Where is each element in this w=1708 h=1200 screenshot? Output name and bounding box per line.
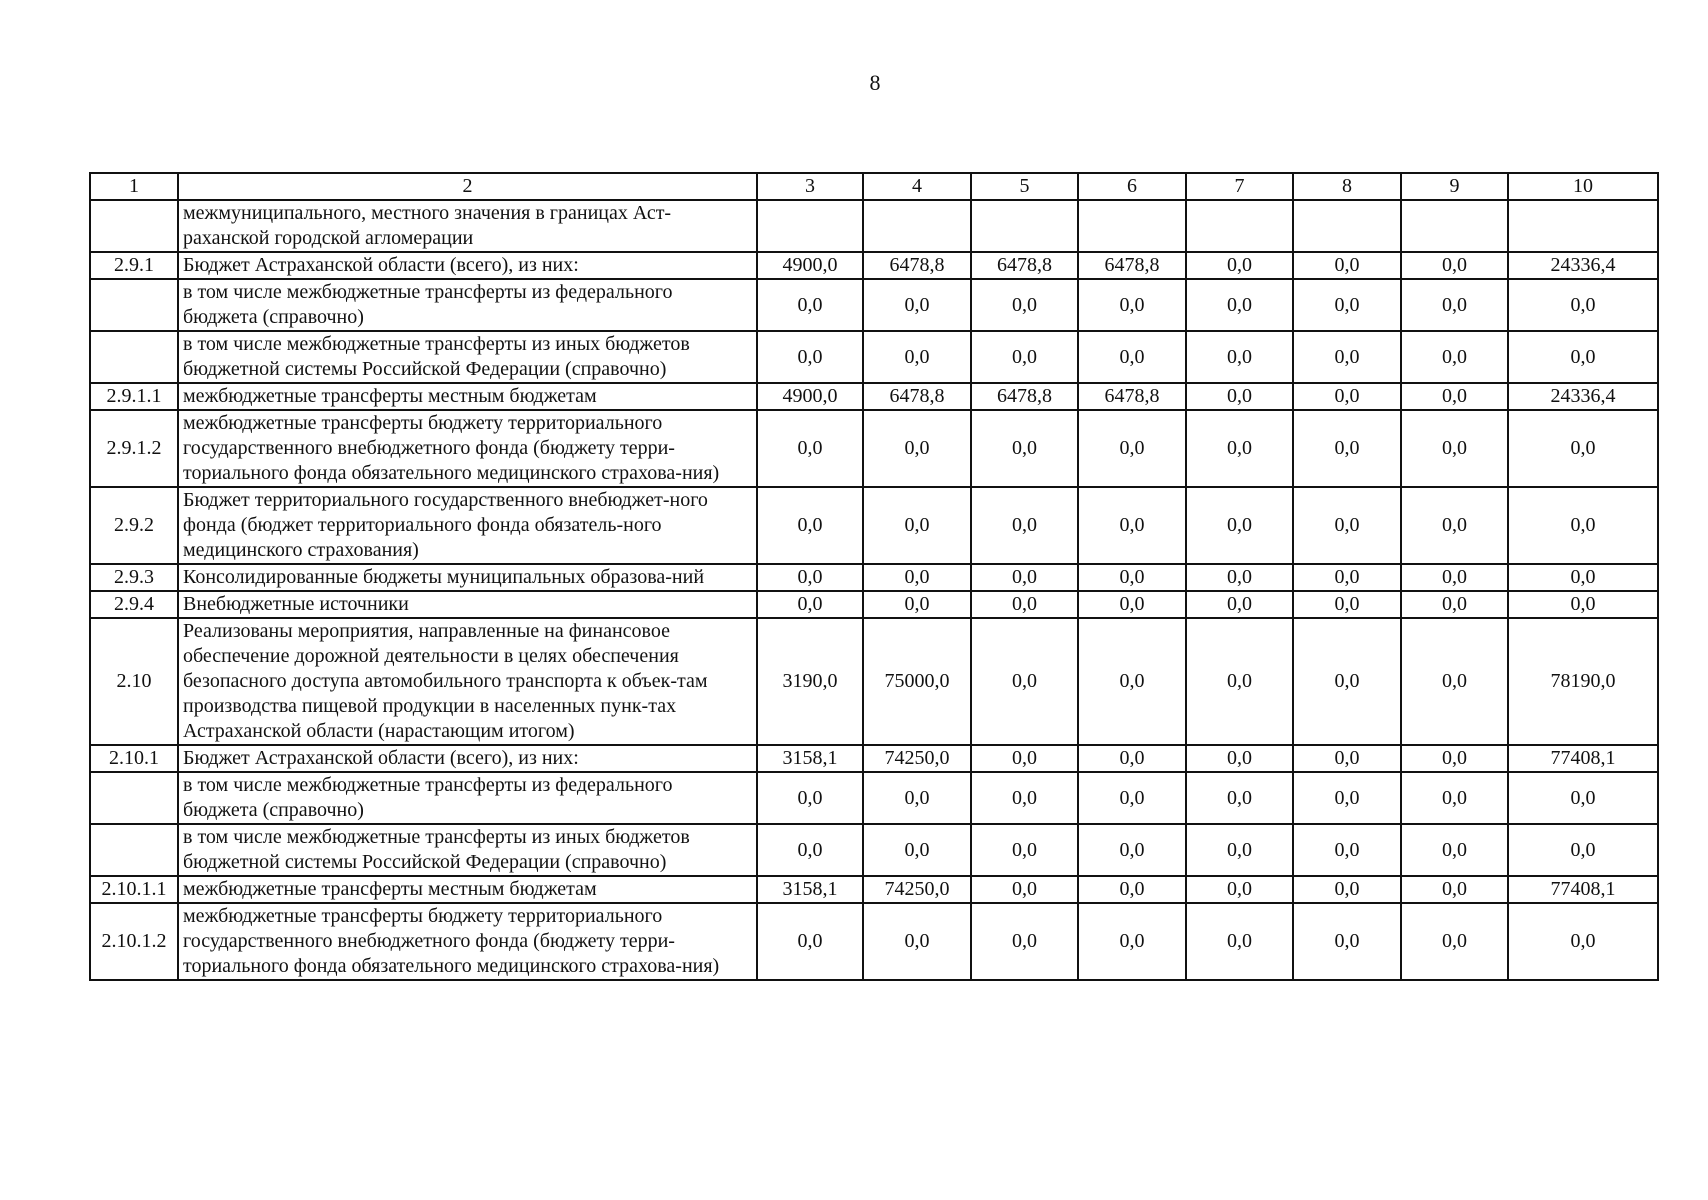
value-cell: 77408,1 xyxy=(1508,876,1658,903)
value-cell xyxy=(1078,200,1186,252)
header-cell: 7 xyxy=(1186,173,1293,200)
row-number: 2.9.1 xyxy=(90,252,178,279)
value-cell: 6478,8 xyxy=(1078,383,1186,410)
value-cell: 0,0 xyxy=(1293,279,1401,331)
value-cell: 0,0 xyxy=(1186,487,1293,564)
row-description: Внебюджетные источники xyxy=(178,591,757,618)
value-cell: 0,0 xyxy=(1508,564,1658,591)
value-cell: 0,0 xyxy=(971,618,1078,745)
value-cell: 0,0 xyxy=(1508,279,1658,331)
value-cell xyxy=(1293,200,1401,252)
value-cell: 0,0 xyxy=(1293,903,1401,980)
row-number: 2.10 xyxy=(90,618,178,745)
row-description: межбюджетные трансферты бюджету территориального государственного внебюджетного фонда (бюджету терри-ториального фонда обязательного медицинского страхова-ния) xyxy=(178,903,757,980)
value-cell: 0,0 xyxy=(757,331,863,383)
row-description: межбюджетные трансферты бюджету территориального государственного внебюджетного фонда (бюджету терри-ториального фонда обязательного медицинского страхова-ния) xyxy=(178,410,757,487)
value-cell: 0,0 xyxy=(757,564,863,591)
value-cell xyxy=(1186,200,1293,252)
header-cell: 10 xyxy=(1508,173,1658,200)
value-cell: 0,0 xyxy=(863,487,971,564)
value-cell xyxy=(863,200,971,252)
value-cell: 0,0 xyxy=(1186,383,1293,410)
row-number: 2.9.2 xyxy=(90,487,178,564)
row-description: Бюджет Астраханской области (всего), из них: xyxy=(178,252,757,279)
header-cell: 3 xyxy=(757,173,863,200)
value-cell: 0,0 xyxy=(1078,331,1186,383)
value-cell: 0,0 xyxy=(757,410,863,487)
row-number xyxy=(90,824,178,876)
row-number: 2.9.4 xyxy=(90,591,178,618)
row-description: в том числе межбюджетные трансферты из федерального бюджета (справочно) xyxy=(178,279,757,331)
value-cell: 0,0 xyxy=(971,903,1078,980)
value-cell: 0,0 xyxy=(1401,331,1508,383)
value-cell: 0,0 xyxy=(1186,745,1293,772)
value-cell: 0,0 xyxy=(971,591,1078,618)
row-description: Бюджет Астраханской области (всего), из них: xyxy=(178,745,757,772)
budget-table xyxy=(89,172,1659,981)
value-cell: 0,0 xyxy=(971,331,1078,383)
value-cell: 0,0 xyxy=(1078,772,1186,824)
row-description: межбюджетные трансферты местным бюджетам xyxy=(178,876,757,903)
row-description: Бюджет территориального государственного внебюджет-ного фонда (бюджет территориального фонда обязатель-ного медицинского страхования) xyxy=(178,487,757,564)
value-cell: 0,0 xyxy=(863,410,971,487)
row-number: 2.10.1.1 xyxy=(90,876,178,903)
value-cell: 0,0 xyxy=(1186,772,1293,824)
value-cell: 74250,0 xyxy=(863,876,971,903)
value-cell: 74250,0 xyxy=(863,745,971,772)
value-cell: 0,0 xyxy=(1508,591,1658,618)
value-cell: 0,0 xyxy=(1293,331,1401,383)
value-cell: 0,0 xyxy=(1293,591,1401,618)
value-cell: 0,0 xyxy=(1293,487,1401,564)
value-cell: 0,0 xyxy=(971,772,1078,824)
value-cell: 24336,4 xyxy=(1508,383,1658,410)
value-cell: 0,0 xyxy=(1293,564,1401,591)
header-cell: 2 xyxy=(178,173,757,200)
value-cell: 0,0 xyxy=(757,903,863,980)
header-cell: 8 xyxy=(1293,173,1401,200)
value-cell: 0,0 xyxy=(1401,410,1508,487)
value-cell: 0,0 xyxy=(971,410,1078,487)
table-row xyxy=(90,487,1658,564)
header-cell: 4 xyxy=(863,173,971,200)
row-number xyxy=(90,200,178,252)
row-number: 2.9.1.2 xyxy=(90,410,178,487)
header-cell: 5 xyxy=(971,173,1078,200)
value-cell: 0,0 xyxy=(971,745,1078,772)
value-cell: 0,0 xyxy=(1508,824,1658,876)
value-cell: 0,0 xyxy=(757,824,863,876)
row-number: 2.10.1.2 xyxy=(90,903,178,980)
value-cell: 0,0 xyxy=(1078,876,1186,903)
table-row xyxy=(90,772,1658,824)
value-cell: 6478,8 xyxy=(1078,252,1186,279)
value-cell: 0,0 xyxy=(1078,618,1186,745)
value-cell: 0,0 xyxy=(1186,564,1293,591)
table-row xyxy=(90,383,1658,410)
value-cell: 4900,0 xyxy=(757,383,863,410)
value-cell: 0,0 xyxy=(1401,618,1508,745)
value-cell: 78190,0 xyxy=(1508,618,1658,745)
value-cell: 0,0 xyxy=(1401,279,1508,331)
value-cell: 24336,4 xyxy=(1508,252,1658,279)
value-cell: 6478,8 xyxy=(863,252,971,279)
value-cell: 0,0 xyxy=(1401,903,1508,980)
value-cell: 77408,1 xyxy=(1508,745,1658,772)
value-cell: 0,0 xyxy=(1078,487,1186,564)
table-row xyxy=(90,591,1658,618)
row-number xyxy=(90,331,178,383)
value-cell: 0,0 xyxy=(1508,903,1658,980)
value-cell: 75000,0 xyxy=(863,618,971,745)
value-cell: 0,0 xyxy=(1078,745,1186,772)
value-cell: 0,0 xyxy=(1186,876,1293,903)
value-cell: 0,0 xyxy=(1078,591,1186,618)
value-cell: 0,0 xyxy=(1401,824,1508,876)
value-cell: 6478,8 xyxy=(863,383,971,410)
table-body xyxy=(90,173,1658,980)
value-cell: 0,0 xyxy=(1078,410,1186,487)
header-row xyxy=(90,173,1658,200)
table-row xyxy=(90,564,1658,591)
value-cell: 0,0 xyxy=(863,772,971,824)
header-cell: 6 xyxy=(1078,173,1186,200)
value-cell: 0,0 xyxy=(863,331,971,383)
value-cell: 0,0 xyxy=(757,279,863,331)
value-cell xyxy=(971,200,1078,252)
value-cell: 0,0 xyxy=(1401,564,1508,591)
value-cell: 0,0 xyxy=(1293,824,1401,876)
row-number: 2.9.1.1 xyxy=(90,383,178,410)
value-cell: 0,0 xyxy=(971,279,1078,331)
value-cell: 0,0 xyxy=(1186,279,1293,331)
value-cell xyxy=(1508,200,1658,252)
value-cell: 0,0 xyxy=(971,876,1078,903)
value-cell: 0,0 xyxy=(863,564,971,591)
value-cell: 0,0 xyxy=(1401,383,1508,410)
row-description: Консолидированные бюджеты муниципальных образова-ний xyxy=(178,564,757,591)
value-cell: 0,0 xyxy=(1401,876,1508,903)
value-cell: 3190,0 xyxy=(757,618,863,745)
row-number xyxy=(90,772,178,824)
table-row xyxy=(90,410,1658,487)
row-description: в том числе межбюджетные трансферты из иных бюджетов бюджетной системы Российской Федерации (справочно) xyxy=(178,824,757,876)
value-cell: 0,0 xyxy=(1508,487,1658,564)
value-cell: 0,0 xyxy=(1293,383,1401,410)
table-row xyxy=(90,745,1658,772)
row-description: межмуниципального, местного значения в границах Аст-раханской городской агломерации xyxy=(178,200,757,252)
value-cell: 0,0 xyxy=(757,487,863,564)
value-cell: 0,0 xyxy=(1293,745,1401,772)
value-cell: 0,0 xyxy=(863,824,971,876)
value-cell: 0,0 xyxy=(1401,745,1508,772)
value-cell: 0,0 xyxy=(1078,824,1186,876)
value-cell: 6478,8 xyxy=(971,383,1078,410)
value-cell: 0,0 xyxy=(1401,252,1508,279)
value-cell: 0,0 xyxy=(1401,772,1508,824)
table-row xyxy=(90,876,1658,903)
value-cell: 0,0 xyxy=(1293,876,1401,903)
value-cell: 0,0 xyxy=(1508,772,1658,824)
value-cell xyxy=(1401,200,1508,252)
value-cell: 0,0 xyxy=(1401,487,1508,564)
value-cell: 0,0 xyxy=(1186,331,1293,383)
value-cell: 0,0 xyxy=(1293,252,1401,279)
value-cell: 3158,1 xyxy=(757,745,863,772)
row-number xyxy=(90,279,178,331)
value-cell: 0,0 xyxy=(1508,331,1658,383)
value-cell: 3158,1 xyxy=(757,876,863,903)
row-description: в том числе межбюджетные трансферты из федерального бюджета (справочно) xyxy=(178,772,757,824)
value-cell xyxy=(757,200,863,252)
value-cell: 0,0 xyxy=(971,824,1078,876)
value-cell: 0,0 xyxy=(1186,618,1293,745)
value-cell: 0,0 xyxy=(1293,618,1401,745)
value-cell: 4900,0 xyxy=(757,252,863,279)
table-row xyxy=(90,331,1658,383)
table-row xyxy=(90,824,1658,876)
value-cell: 0,0 xyxy=(1078,279,1186,331)
value-cell: 0,0 xyxy=(1401,591,1508,618)
value-cell: 6478,8 xyxy=(971,252,1078,279)
value-cell: 0,0 xyxy=(863,591,971,618)
value-cell: 0,0 xyxy=(1186,824,1293,876)
value-cell: 0,0 xyxy=(863,279,971,331)
row-description: в том числе межбюджетные трансферты из иных бюджетов бюджетной системы Российской Федерации (справочно) xyxy=(178,331,757,383)
table-row xyxy=(90,200,1658,252)
header-cell: 9 xyxy=(1401,173,1508,200)
table-row xyxy=(90,279,1658,331)
row-number: 2.9.3 xyxy=(90,564,178,591)
row-number: 2.10.1 xyxy=(90,745,178,772)
value-cell: 0,0 xyxy=(1078,564,1186,591)
value-cell: 0,0 xyxy=(1186,252,1293,279)
value-cell: 0,0 xyxy=(863,903,971,980)
value-cell: 0,0 xyxy=(757,772,863,824)
value-cell: 0,0 xyxy=(1186,410,1293,487)
value-cell: 0,0 xyxy=(971,564,1078,591)
table-row xyxy=(90,618,1658,745)
table-row xyxy=(90,252,1658,279)
value-cell: 0,0 xyxy=(757,591,863,618)
value-cell: 0,0 xyxy=(1078,903,1186,980)
row-description: межбюджетные трансферты местным бюджетам xyxy=(178,383,757,410)
value-cell: 0,0 xyxy=(971,487,1078,564)
header-cell: 1 xyxy=(90,173,178,200)
table-row xyxy=(90,903,1658,980)
value-cell: 0,0 xyxy=(1293,772,1401,824)
value-cell: 0,0 xyxy=(1293,410,1401,487)
page-number: 8 xyxy=(869,70,881,95)
row-description: Реализованы мероприятия, направленные на финансовое обеспечение дорожной деятельности в целях обеспечения безопасного доступа автомобильного транспорта к объек-там производства пищевой продукции в населенных пунк-тах Астраханской области (нарастающим итогом) xyxy=(178,618,757,745)
value-cell: 0,0 xyxy=(1186,903,1293,980)
value-cell: 0,0 xyxy=(1186,591,1293,618)
value-cell: 0,0 xyxy=(1508,410,1658,487)
